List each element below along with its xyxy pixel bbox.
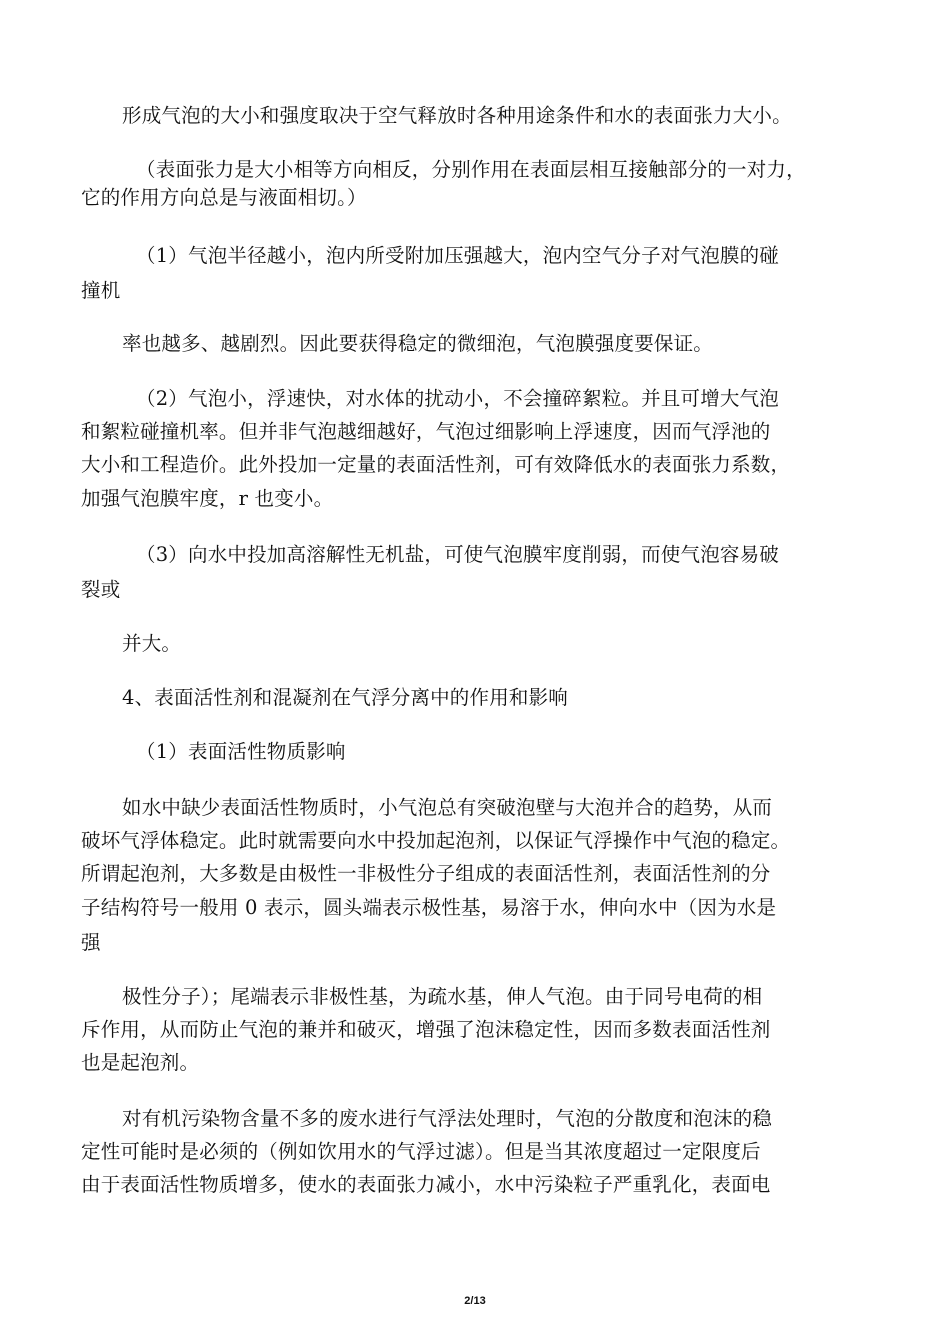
section-heading: 4、表面活性剂和混凝剂在气浮分离中的作用和影响 [122,686,569,709]
text-line: 斥作用，从而防止气泡的兼并和破灭，增强了泡沫稳定性，因而多数表面活性剂 [81,1018,771,1041]
text-line: 并大。 [122,632,182,655]
text-line: 如水中缺少表面活性物质时，小气泡总有突破泡壁与大泡并合的趋势，从而 [122,796,773,819]
text-line: 对有机污染物含量不多的废水进行气浮法处理时，气泡的分散度和泡沫的稳 [122,1107,773,1130]
text-line: 所谓起泡剂，大多数是由极性一非极性分子组成的表面活性剂，表面活性剂的分 [81,862,771,885]
text-line: 也是起泡剂。 [81,1051,200,1074]
text-line: （表面张力是大小相等方向相反，分别作用在表面层相互接触部分的一对力， [136,158,806,181]
text-line: 强 [81,931,101,954]
text-line: 定性可能时是必须的（例如饮用水的气浮过滤）。但是当其浓度超过一定限度后 [81,1140,761,1163]
text-line: （3）向水中投加高溶解性无机盐，可使气泡膜牢度削弱，而使气泡容易破 [136,543,780,566]
text-line: 和絮粒碰撞机率。但并非气泡越细越好，气泡过细影响上浮速度，因而气浮池的 [81,420,771,443]
subsection-heading: （1）表面活性物质影响 [136,740,346,763]
text-line: 它的作用方向总是与液面相切。） [81,186,367,209]
text-line: （1）气泡半径越小，泡内所受附加压强越大，泡内空气分子对气泡膜的碰 [136,244,780,267]
text-line: 由于表面活性物质增多，使水的表面张力减小，水中污染粒子严重乳化，表面电 [81,1173,771,1196]
text-line: 破坏气浮体稳定。此时就需要向水中投加起泡剂，以保证气浮操作中气泡的稳定。 [81,829,791,852]
text-line: 极性分子）；尾端表示非极性基，为疏水基，伸人气泡。由于同号电荷的相 [122,985,763,1008]
text-line: （2）气泡小，浮速快，对水体的扰动小，不会撞碎絮粒。并且可增大气泡 [136,387,780,410]
text-line: 率也越多、越剧烈。因此要获得稳定的微细泡，气泡膜强度要保证。 [122,332,714,355]
text-line: 大小和工程造价。此外投加一定量的表面活性剂，可有效降低水的表面张力系数， [81,453,791,476]
text-line: 加强气泡膜牢度，r 也变小。 [81,487,334,510]
text-line: 裂或 [81,578,121,601]
page-number: 2/13 [464,1295,486,1307]
text-line: 子结构符号一般用 0 表示，圆头端表示极性基，易溶于水，伸向水中（因为水是 [81,896,777,919]
text-line: 撞机 [81,279,121,302]
text-line: 形成气泡的大小和强度取决于空气释放时各种用途条件和水的表面张力大小。 [122,104,792,127]
